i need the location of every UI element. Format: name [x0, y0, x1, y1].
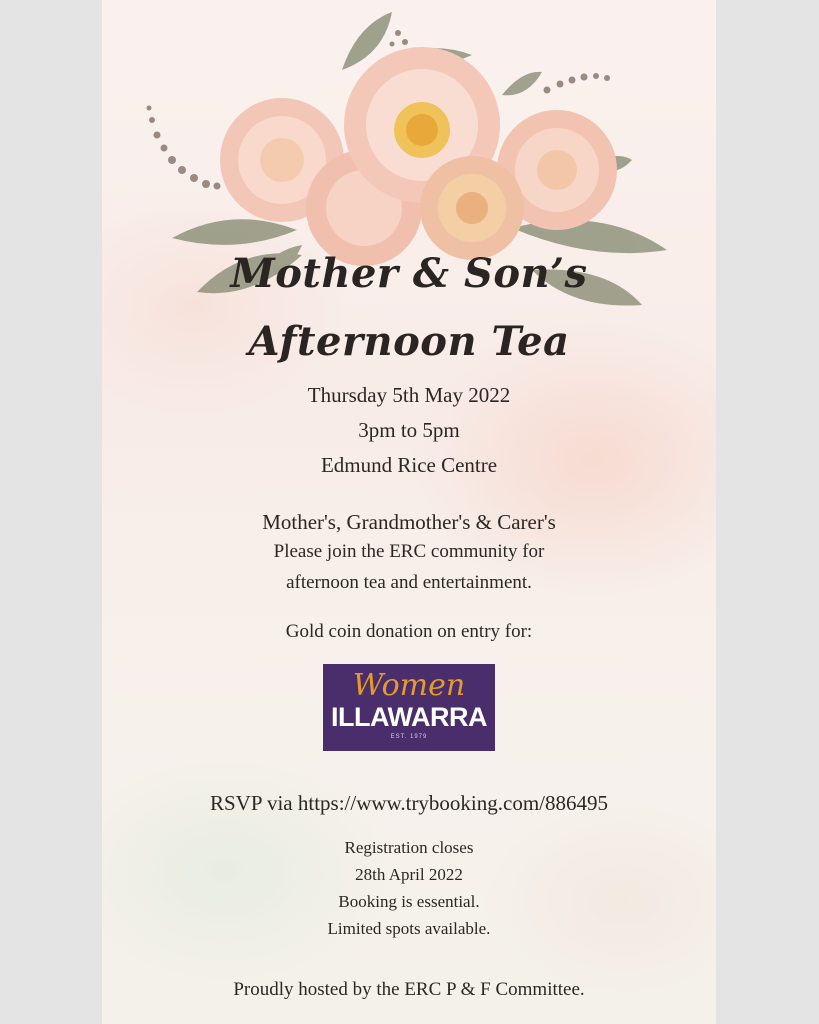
- registration-line-1: Registration closes: [344, 838, 474, 857]
- women-illawarra-logo: [323, 664, 495, 751]
- logo-wordmark: ILLAWARRA: [331, 702, 487, 732]
- rsvp-link[interactable]: RSVP via https://www.trybooking.com/886495: [209, 791, 609, 815]
- footer-host: Proudly hosted by the ERC P & F Committee.: [233, 979, 585, 1000]
- logo-established: EST. 1979: [390, 734, 428, 740]
- invite-line-1: Please join the ERC community for: [273, 541, 545, 562]
- event-date: Thursday 5th May 2022: [307, 383, 511, 407]
- title-line-1: Mother & Son’s: [230, 250, 588, 297]
- logo-script-text: Women: [352, 668, 466, 703]
- registration-line-3: Booking is essential.: [338, 892, 480, 911]
- invite-line-2: afternoon tea and entertainment.: [286, 572, 532, 593]
- event-venue: Edmund Rice Centre: [320, 453, 498, 477]
- event-poster: [102, 0, 716, 1024]
- donation-text: Gold coin donation on entry for:: [285, 621, 533, 642]
- registration-line-2: 28th April 2022: [355, 865, 463, 884]
- title-line-2: Afternoon Tea: [248, 318, 570, 365]
- invite-audience: Mother's, Grandmother's & Carer's: [262, 510, 556, 534]
- registration-line-4: Limited spots available.: [327, 919, 491, 938]
- event-time: 3pm to 5pm: [358, 418, 460, 442]
